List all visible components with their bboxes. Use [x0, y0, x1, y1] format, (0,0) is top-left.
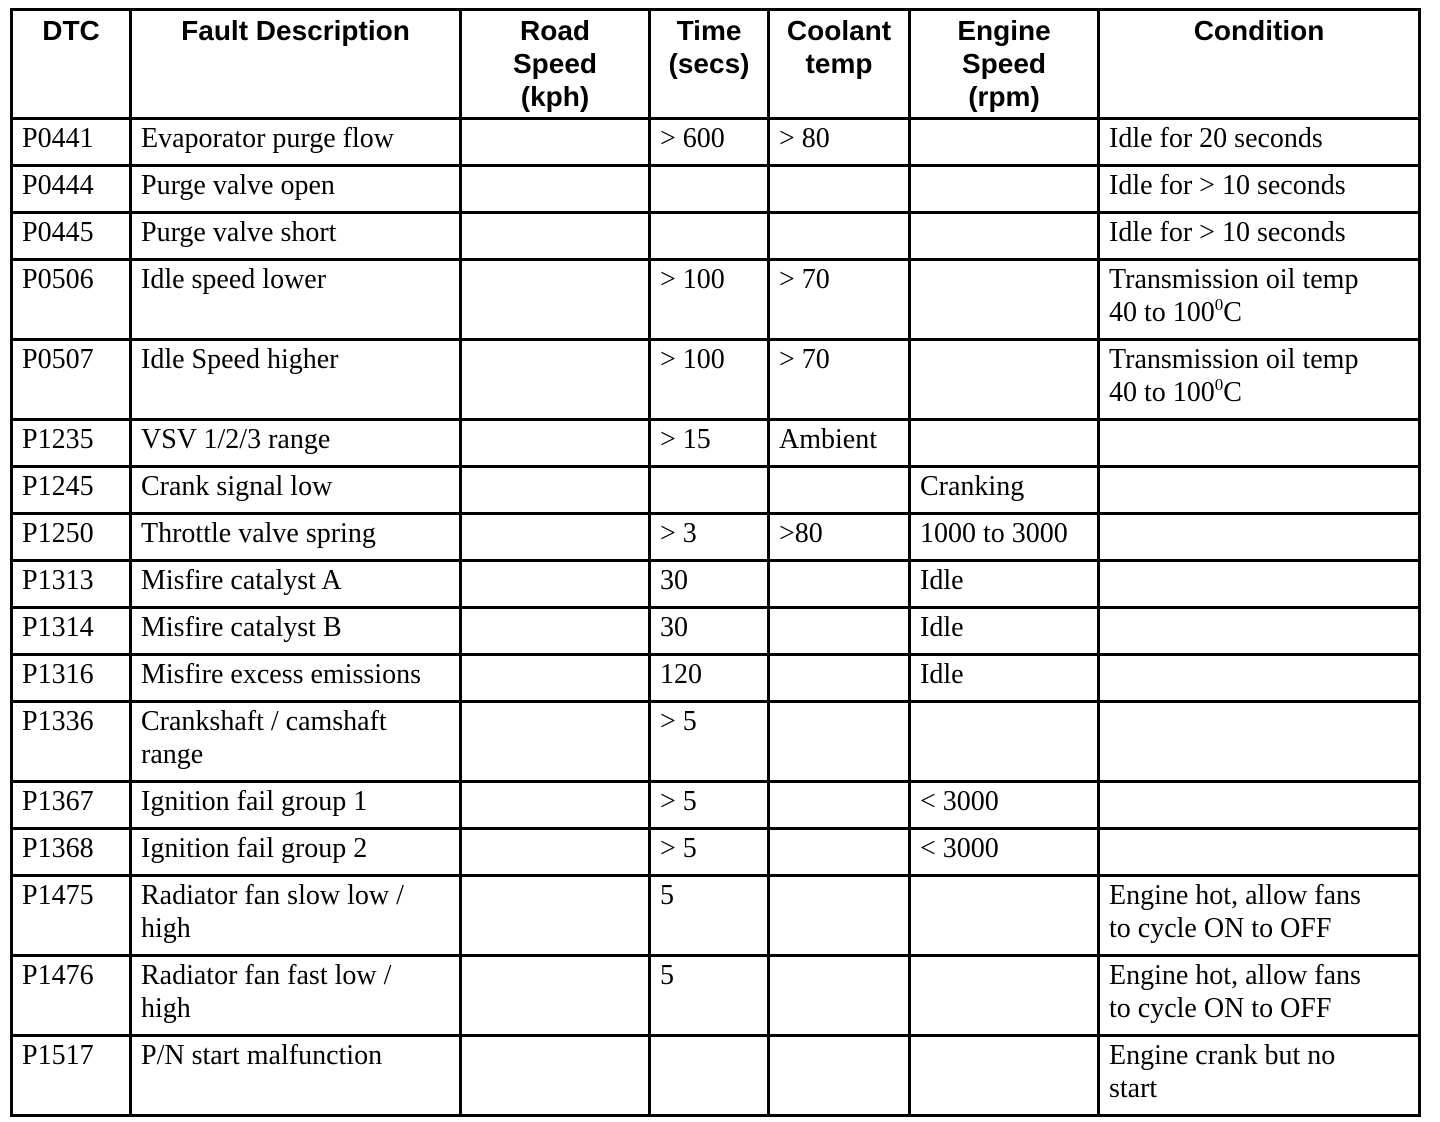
- cell-text: Throttle valve spring: [141, 518, 376, 549]
- cell-fault-description: [131, 166, 461, 213]
- cell-engine-speed: [910, 213, 1099, 260]
- cell-dtc: [12, 260, 131, 340]
- cell-time: [650, 608, 769, 655]
- cell-time: [650, 514, 769, 561]
- cell-text: P0444: [22, 170, 94, 201]
- cell-text: Engine hot, allow fans: [1109, 960, 1361, 991]
- header-fault-description: [131, 10, 461, 119]
- cell-text: 5: [660, 880, 674, 911]
- cell-text: Idle for > 10 seconds: [1109, 170, 1346, 201]
- cell-text-line-2: [1109, 376, 1409, 409]
- cell-coolant-temp: [769, 260, 910, 340]
- cell-coolant-temp: [769, 213, 910, 260]
- cell-road-speed: [461, 608, 650, 655]
- cell-time: [650, 119, 769, 166]
- cell-condition: [1099, 213, 1420, 260]
- cell-road-speed: [461, 119, 650, 166]
- cell-dtc: [12, 420, 131, 467]
- cell-fault-description: [131, 340, 461, 420]
- cell-road-speed: [461, 213, 650, 260]
- header-line: Time: [676, 15, 742, 46]
- cell-text-line-2: [1109, 912, 1409, 945]
- cell-engine-speed: [910, 119, 1099, 166]
- cell-text: P1316: [22, 659, 94, 690]
- cell-text: Purge valve open: [141, 170, 335, 201]
- cell-coolant-temp: [769, 608, 910, 655]
- cell-dtc: [12, 561, 131, 608]
- cell-text: < 3000: [920, 786, 999, 817]
- cell-condition: [1099, 876, 1420, 956]
- cell-engine-speed: [910, 702, 1099, 782]
- cell-dtc: [12, 340, 131, 420]
- header-road-speed: [461, 10, 650, 119]
- table-row: [12, 655, 1420, 702]
- cell-text: P0441: [22, 123, 94, 154]
- cell-time: [650, 829, 769, 876]
- cell-fault-description: [131, 514, 461, 561]
- cell-text-line-2: high: [141, 993, 191, 1024]
- cell-fault-description: [131, 782, 461, 829]
- degree-superscript: 0: [1214, 375, 1224, 394]
- cell-time: [650, 166, 769, 213]
- table-row: [12, 260, 1420, 340]
- cell-condition: [1099, 119, 1420, 166]
- cell-text: 5: [660, 960, 674, 991]
- cell-dtc: [12, 213, 131, 260]
- header-condition: [1099, 10, 1420, 119]
- cell-condition: [1099, 702, 1420, 782]
- cell-fault-description: [131, 829, 461, 876]
- cell-coolant-temp: [769, 782, 910, 829]
- cell-text: > 5: [660, 706, 697, 737]
- cell-text: P1475: [22, 880, 94, 911]
- cell-engine-speed: [910, 956, 1099, 1036]
- header-row: [12, 10, 1420, 119]
- cell-time: [650, 467, 769, 514]
- cell-road-speed: [461, 655, 650, 702]
- header-line: Coolant: [786, 15, 892, 46]
- header-line: temp: [805, 48, 873, 79]
- cell-road-speed: [461, 467, 650, 514]
- cell-road-speed: [461, 166, 650, 213]
- cell-text: P1368: [22, 833, 94, 864]
- cell-text: P/N start malfunction: [141, 1040, 383, 1071]
- cell-coolant-temp: [769, 340, 910, 420]
- cell-text: > 100: [660, 264, 725, 295]
- cell-coolant-temp: [769, 561, 910, 608]
- cell-dtc: [12, 655, 131, 702]
- table-row: [12, 1036, 1420, 1116]
- cell-text: > 15: [660, 424, 711, 455]
- unit-text: C: [1223, 297, 1242, 328]
- cell-condition: [1099, 561, 1420, 608]
- cell-fault-description: [131, 119, 461, 166]
- cell-text-part: 40 to 100: [1109, 377, 1215, 408]
- dtc-table: [10, 8, 1421, 1117]
- cell-text: Idle: [920, 659, 964, 690]
- cell-coolant-temp: [769, 876, 910, 956]
- cell-coolant-temp: [769, 119, 910, 166]
- cell-text-line-2: range: [141, 739, 204, 770]
- cell-fault-description: [131, 956, 461, 1036]
- cell-text-part: start: [1109, 1073, 1158, 1104]
- cell-text-part: to cycle ON to OFF: [1109, 913, 1332, 944]
- cell-text: 1000 to 3000: [920, 518, 1068, 549]
- header-line: DTC: [42, 15, 100, 46]
- cell-coolant-temp: [769, 702, 910, 782]
- cell-dtc: [12, 119, 131, 166]
- header-line: (rpm): [968, 81, 1040, 112]
- cell-text: Radiator fan fast low /: [141, 960, 392, 991]
- cell-condition: [1099, 467, 1420, 514]
- table-body: [12, 119, 1420, 1116]
- cell-engine-speed: [910, 829, 1099, 876]
- header-line: Condition: [1193, 15, 1325, 46]
- cell-coolant-temp: [769, 1036, 910, 1116]
- cell-text: >80: [779, 518, 823, 549]
- cell-dtc: [12, 876, 131, 956]
- cell-coolant-temp: [769, 467, 910, 514]
- cell-condition: [1099, 782, 1420, 829]
- cell-condition: [1099, 260, 1420, 340]
- cell-time: [650, 655, 769, 702]
- cell-text: > 70: [779, 264, 830, 295]
- cell-coolant-temp: [769, 655, 910, 702]
- table-row: [12, 119, 1420, 166]
- cell-engine-speed: [910, 655, 1099, 702]
- degree-superscript: 0: [1214, 295, 1224, 314]
- cell-text: Transmission oil temp: [1109, 264, 1359, 295]
- header-time: [650, 10, 769, 119]
- header-coolant-temp: [769, 10, 910, 119]
- cell-coolant-temp: [769, 956, 910, 1036]
- cell-text-part: to cycle ON to OFF: [1109, 993, 1332, 1024]
- cell-text: P1367: [22, 786, 94, 817]
- cell-text: P1476: [22, 960, 94, 991]
- cell-text: > 600: [660, 123, 725, 154]
- cell-engine-speed: [910, 876, 1099, 956]
- cell-fault-description: [131, 420, 461, 467]
- cell-condition: [1099, 420, 1420, 467]
- cell-text: P0445: [22, 217, 94, 248]
- table-row: [12, 561, 1420, 608]
- cell-text: Idle: [920, 612, 964, 643]
- cell-text: P1313: [22, 565, 94, 596]
- cell-text-line-2: [1109, 296, 1409, 329]
- cell-text: Engine crank but no: [1109, 1040, 1336, 1071]
- cell-text: > 80: [779, 123, 830, 154]
- cell-text: P1336: [22, 706, 94, 737]
- cell-time: [650, 561, 769, 608]
- cell-fault-description: [131, 655, 461, 702]
- cell-coolant-temp: [769, 514, 910, 561]
- cell-dtc: [12, 956, 131, 1036]
- cell-text: Crankshaft / camshaft: [141, 706, 387, 737]
- cell-dtc: [12, 166, 131, 213]
- cell-text: P0507: [22, 344, 94, 375]
- cell-dtc: [12, 514, 131, 561]
- header-line: Road: [520, 15, 590, 46]
- cell-engine-speed: [910, 1036, 1099, 1116]
- cell-engine-speed: [910, 782, 1099, 829]
- header-line: (kph): [520, 81, 590, 112]
- unit-text: C: [1223, 377, 1242, 408]
- cell-text: Ignition fail group 1: [141, 786, 368, 817]
- cell-text: Idle speed lower: [141, 264, 327, 295]
- cell-text: 30: [660, 565, 688, 596]
- header-engine-speed: [910, 10, 1099, 119]
- cell-fault-description: [131, 608, 461, 655]
- cell-time: [650, 876, 769, 956]
- cell-engine-speed: [910, 561, 1099, 608]
- cell-condition: [1099, 655, 1420, 702]
- header-line: Engine: [957, 15, 1051, 46]
- cell-dtc: [12, 702, 131, 782]
- header-line: Fault Description: [181, 15, 410, 46]
- cell-time: [650, 702, 769, 782]
- cell-road-speed: [461, 702, 650, 782]
- table-row: [12, 782, 1420, 829]
- cell-text: Radiator fan slow low /: [141, 880, 404, 911]
- cell-text: P1314: [22, 612, 94, 643]
- table-row: [12, 420, 1420, 467]
- cell-fault-description: [131, 260, 461, 340]
- header-line: Speed: [512, 48, 598, 79]
- cell-text: Misfire excess emissions: [141, 659, 421, 690]
- cell-coolant-temp: [769, 420, 910, 467]
- cell-fault-description: [131, 702, 461, 782]
- cell-dtc: [12, 829, 131, 876]
- cell-text: Idle for > 10 seconds: [1109, 217, 1346, 248]
- cell-road-speed: [461, 1036, 650, 1116]
- table-row: [12, 213, 1420, 260]
- cell-text: 30: [660, 612, 688, 643]
- cell-text: Ignition fail group 2: [141, 833, 368, 864]
- cell-text: Transmission oil temp: [1109, 344, 1359, 375]
- cell-condition: [1099, 340, 1420, 420]
- cell-text: P1245: [22, 471, 94, 502]
- cell-text: P1250: [22, 518, 94, 549]
- table-row: [12, 956, 1420, 1036]
- cell-text-line-2: [1109, 1072, 1409, 1105]
- cell-fault-description: [131, 561, 461, 608]
- cell-text: Misfire catalyst B: [141, 612, 342, 643]
- cell-time: [650, 213, 769, 260]
- table-row: [12, 340, 1420, 420]
- cell-text: Purge valve short: [141, 217, 337, 248]
- cell-dtc: [12, 782, 131, 829]
- table-row: [12, 467, 1420, 514]
- cell-engine-speed: [910, 260, 1099, 340]
- cell-engine-speed: [910, 340, 1099, 420]
- cell-text: Evaporator purge flow: [141, 123, 394, 154]
- cell-text: Misfire catalyst A: [141, 565, 342, 596]
- cell-text: Idle for 20 seconds: [1109, 123, 1323, 154]
- table-row: [12, 702, 1420, 782]
- cell-text: < 3000: [920, 833, 999, 864]
- cell-engine-speed: [910, 514, 1099, 561]
- cell-text-line-2: [1109, 992, 1409, 1025]
- cell-fault-description: [131, 213, 461, 260]
- cell-fault-description: [131, 876, 461, 956]
- cell-text-line-2: high: [141, 913, 191, 944]
- cell-text: > 100: [660, 344, 725, 375]
- cell-road-speed: [461, 420, 650, 467]
- cell-fault-description: [131, 467, 461, 514]
- cell-text: P1235: [22, 424, 94, 455]
- cell-road-speed: [461, 561, 650, 608]
- cell-road-speed: [461, 829, 650, 876]
- header-dtc: [12, 10, 131, 119]
- cell-dtc: [12, 467, 131, 514]
- cell-time: [650, 782, 769, 829]
- cell-text: > 70: [779, 344, 830, 375]
- cell-condition: [1099, 166, 1420, 213]
- cell-engine-speed: [910, 166, 1099, 213]
- cell-road-speed: [461, 956, 650, 1036]
- cell-coolant-temp: [769, 829, 910, 876]
- table-row: [12, 876, 1420, 956]
- cell-road-speed: [461, 782, 650, 829]
- cell-engine-speed: [910, 467, 1099, 514]
- table-row: [12, 514, 1420, 561]
- cell-road-speed: [461, 514, 650, 561]
- cell-text: Ambient: [779, 424, 877, 455]
- cell-condition: [1099, 514, 1420, 561]
- table-row: [12, 829, 1420, 876]
- cell-engine-speed: [910, 420, 1099, 467]
- table-row: [12, 166, 1420, 213]
- cell-text: Idle Speed higher: [141, 344, 339, 375]
- cell-time: [650, 956, 769, 1036]
- cell-text: > 5: [660, 833, 697, 864]
- cell-condition: [1099, 829, 1420, 876]
- header-line: Speed: [961, 48, 1047, 79]
- cell-condition: [1099, 608, 1420, 655]
- cell-time: [650, 340, 769, 420]
- header-line: (secs): [668, 48, 750, 79]
- table-row: [12, 608, 1420, 655]
- cell-text: P1517: [22, 1040, 94, 1071]
- cell-text: > 3: [660, 518, 697, 549]
- cell-text: > 5: [660, 786, 697, 817]
- cell-road-speed: [461, 340, 650, 420]
- cell-text: P0506: [22, 264, 94, 295]
- cell-time: [650, 420, 769, 467]
- cell-road-speed: [461, 876, 650, 956]
- cell-text: Idle: [920, 565, 964, 596]
- cell-time: [650, 260, 769, 340]
- cell-text: 120: [660, 659, 702, 690]
- cell-road-speed: [461, 260, 650, 340]
- cell-dtc: [12, 608, 131, 655]
- cell-text-part: 40 to 100: [1109, 297, 1215, 328]
- cell-text: Engine hot, allow fans: [1109, 880, 1361, 911]
- cell-dtc: [12, 1036, 131, 1116]
- cell-text: Crank signal low: [141, 471, 333, 502]
- cell-engine-speed: [910, 608, 1099, 655]
- cell-fault-description: [131, 1036, 461, 1116]
- cell-text: VSV 1/2/3 range: [141, 424, 331, 455]
- cell-time: [650, 1036, 769, 1116]
- cell-text: Cranking: [920, 471, 1025, 502]
- cell-condition: [1099, 1036, 1420, 1116]
- cell-condition: [1099, 956, 1420, 1036]
- cell-coolant-temp: [769, 166, 910, 213]
